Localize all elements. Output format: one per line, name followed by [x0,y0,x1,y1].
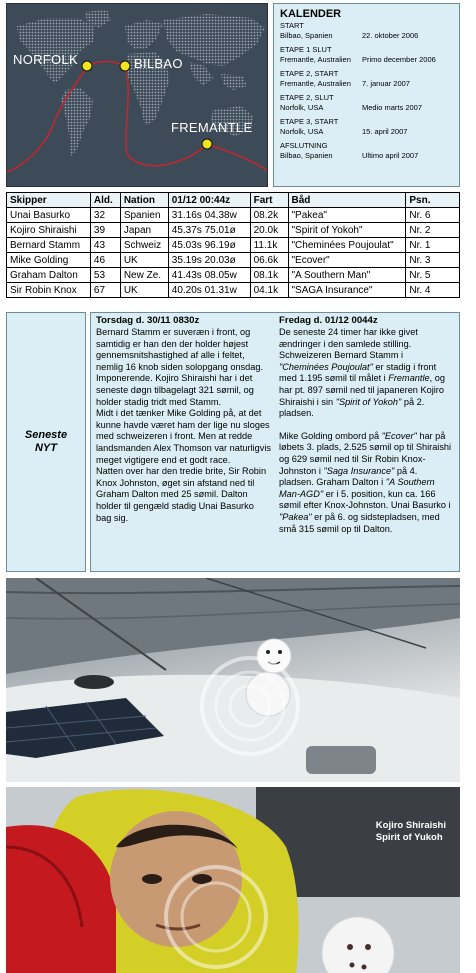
table-cell: 11.1k [250,238,288,253]
column-header: Ald. [90,193,120,208]
table-cell: 67 [90,283,120,298]
table-cell: 31.16s 04.38w [168,208,250,223]
table-row [7,253,460,268]
table-cell: 45.37s 75.01ø [168,223,250,238]
table-cell: 08.1k [250,268,288,283]
table-header-row [7,193,460,208]
table-cell: "Cheminées Poujoulat" [288,238,406,253]
table-cell: Nr. 5 [406,268,460,283]
table-cell: 08.2k [250,208,288,223]
fremantle-label: FREMANTLE [171,120,253,135]
news-paragraph: Midt i det tænker Mike Golding på, at det kunne havde været ham der lige nu sloges med schweizeren i front. Men at redde landsmanden Alex Thomson var naturligvis meget vigtigere end et godt race. [96,408,271,465]
table-cell: Kojiro Shiraishi [7,223,91,238]
table-cell: Japan [120,223,168,238]
race-map [6,3,268,187]
table-row [7,223,460,238]
table-row [7,238,460,253]
bilbao-marker [120,61,130,71]
caption-boat: Spirit of Yukoh [375,832,443,843]
table-cell: "Pakea" [288,208,406,223]
table-row [7,268,460,283]
table-cell: Nr. 4 [406,283,460,298]
news-paragraph: Natten over har den tredie brite, Sir Robin Knox Johnston, øget sin afstand ned til Graham Dalton med 25 sømil. Dalton holder til gengæld stadig Unai Basurko bag sig. [96,466,267,523]
calendar-item-label: ETAPE 1 SLUT [280,45,332,54]
table-cell: 45.03s 96.19ø [168,238,250,253]
calendar-item-date: 22. oktober 2006 [362,30,419,40]
news-side-label: Seneste NYT [24,429,68,454]
news-heading: Torsdag d. 30/11 0830z [96,315,200,326]
calendar-item-place: Fremantle, Australien [280,54,351,64]
news-paragraph: De seneste 24 timer har ikke givet ændringer i den samlede stilling. Schweizeren Bernard Stamm i "Cheminées Poujoulat" er stadig i front med 1.195 sømil til målet i Fremantle, og har pt. 897 sømil ned til japaneren Kojiro Shiraishi i sin "Spirit of Yokoh" på 2. pladsen. [279,327,445,419]
calendar-item-label: ETAPE 2, START [280,69,339,78]
table-cell: Graham Dalton [7,268,91,283]
table-cell: UK [120,283,168,298]
table-cell: 41.43s 08.05w [168,268,250,283]
caption-name: Kojiro Shiraishi [375,820,446,831]
calendar-item-date: 7. januar 2007 [362,78,410,88]
photo-snowman-deck [6,578,460,782]
table-row [7,283,460,298]
column-header: 01/12 00:44z [168,193,250,208]
bilbao-label: BILBAO [134,56,183,71]
calendar-item [280,69,453,88]
table-cell: Spanien [120,208,168,223]
table-cell: "SAGA Insurance" [288,283,406,298]
skipper-illustration [6,787,460,973]
norfolk-label: NORFOLK [13,52,78,67]
table-cell: Schweiz [120,238,168,253]
table-cell: "Spirit of Yokoh" [288,223,406,238]
calendar-item-date: Ultimo april 2007 [362,150,419,160]
table-cell: 53 [90,268,120,283]
snowman-deck-illustration [6,578,460,782]
calendar-item-place: Norfolk, USA [280,102,324,112]
table-row [7,208,460,223]
news-heading: Fredag d. 01/12 0044z [279,315,378,326]
table-cell: Nr. 2 [406,223,460,238]
table-cell: 32 [90,208,120,223]
table-cell: 35.19s 20.03ø [168,253,250,268]
photo-caption [376,820,446,844]
news-paragraph: Bernard Stamm er suveræn i front, og samtidig er han den der holder højest gennemsnitshastighed af alle i feltet, nemlig 16 knob siden solopgang onsdag. Imponerende. Kojiro Shiraishi har i det seneste døgn tilbagelagt 321 sømil, og holder stadig tridt med Stamm. [96,327,264,407]
table-cell: 40.20s 01.31w [168,283,250,298]
calendar-item-date: Medio marts 2007 [362,102,423,112]
photo-skipper-snowman [6,787,460,973]
calendar-panel [273,3,460,187]
table-cell: 06.6k [250,253,288,268]
calendar-item [280,117,453,136]
calendar-item-label: ETAPE 2, SLUT [280,93,334,102]
calendar-item [280,93,453,112]
calendar-item-label: ETAPE 3, START [280,117,339,126]
table-cell: 20.0k [250,223,288,238]
route-leg-2-east [207,144,268,172]
standings-table [6,192,460,298]
table-cell: 43 [90,238,120,253]
table-cell: Sir Robin Knox [7,283,91,298]
table-cell: Nr. 1 [406,238,460,253]
news-column-right [279,315,454,569]
calendar-item-date: Primo december 2006 [362,54,436,64]
calendar-item [280,141,453,160]
table-cell: Nr. 3 [406,253,460,268]
calendar-item-label: AFSLUTNING [280,141,328,150]
news-panel [90,312,460,572]
column-header: Nation [120,193,168,208]
calendar-title: KALENDER [280,8,342,20]
calendar-item-place: Bilbao, Spanien [280,150,333,160]
table-cell: Mike Golding [7,253,91,268]
column-header: Båd [288,193,406,208]
column-header: Fart [250,193,288,208]
calendar-item [280,21,453,40]
table-cell: "Ecover" [288,253,406,268]
table-cell: Bernard Stamm [7,238,91,253]
table-cell: UK [120,253,168,268]
table-cell: Nr. 6 [406,208,460,223]
table-cell: Unai Basurko [7,208,91,223]
calendar-item-label: START [280,21,304,30]
calendar-item-place: Norfolk, USA [280,126,324,136]
column-header: Skipper [7,193,91,208]
table-cell: New Ze. [120,268,168,283]
calendar-item-place: Bilbao, Spanien [280,30,333,40]
news-column-left [96,315,271,569]
norfolk-marker [82,61,92,71]
fremantle-marker [202,139,212,149]
news-paragraph: Mike Golding ombord på "Ecover" har på løbets 3. plads, 2.525 sømil op til Shiraishi og 629 sømil ned til Sir Robin Knox-Johnston i "Saga Insurance" på 4. pladsen. Graham Dalton i "A Southern Man-AGD" er i 5. position, kun ca. 166 sømil efter Knox-Johnston. Unai Basurko i "Pakea" er på 6. og sidstepladsen, med små 315 sømil op til Dalton. [279,430,452,534]
world-map-graphic [7,4,268,187]
table-cell: "A Southern Man" [288,268,406,283]
calendar-item [280,45,453,64]
calendar-item-date: 15. april 2007 [362,126,408,136]
column-header: Psn. [406,193,460,208]
table-cell: 39 [90,223,120,238]
table-cell: 04.1k [250,283,288,298]
news-side-panel [6,312,86,572]
table-cell: 46 [90,253,120,268]
route-leg-3 [87,62,125,67]
calendar-item-place: Fremantle, Australien [280,78,351,88]
